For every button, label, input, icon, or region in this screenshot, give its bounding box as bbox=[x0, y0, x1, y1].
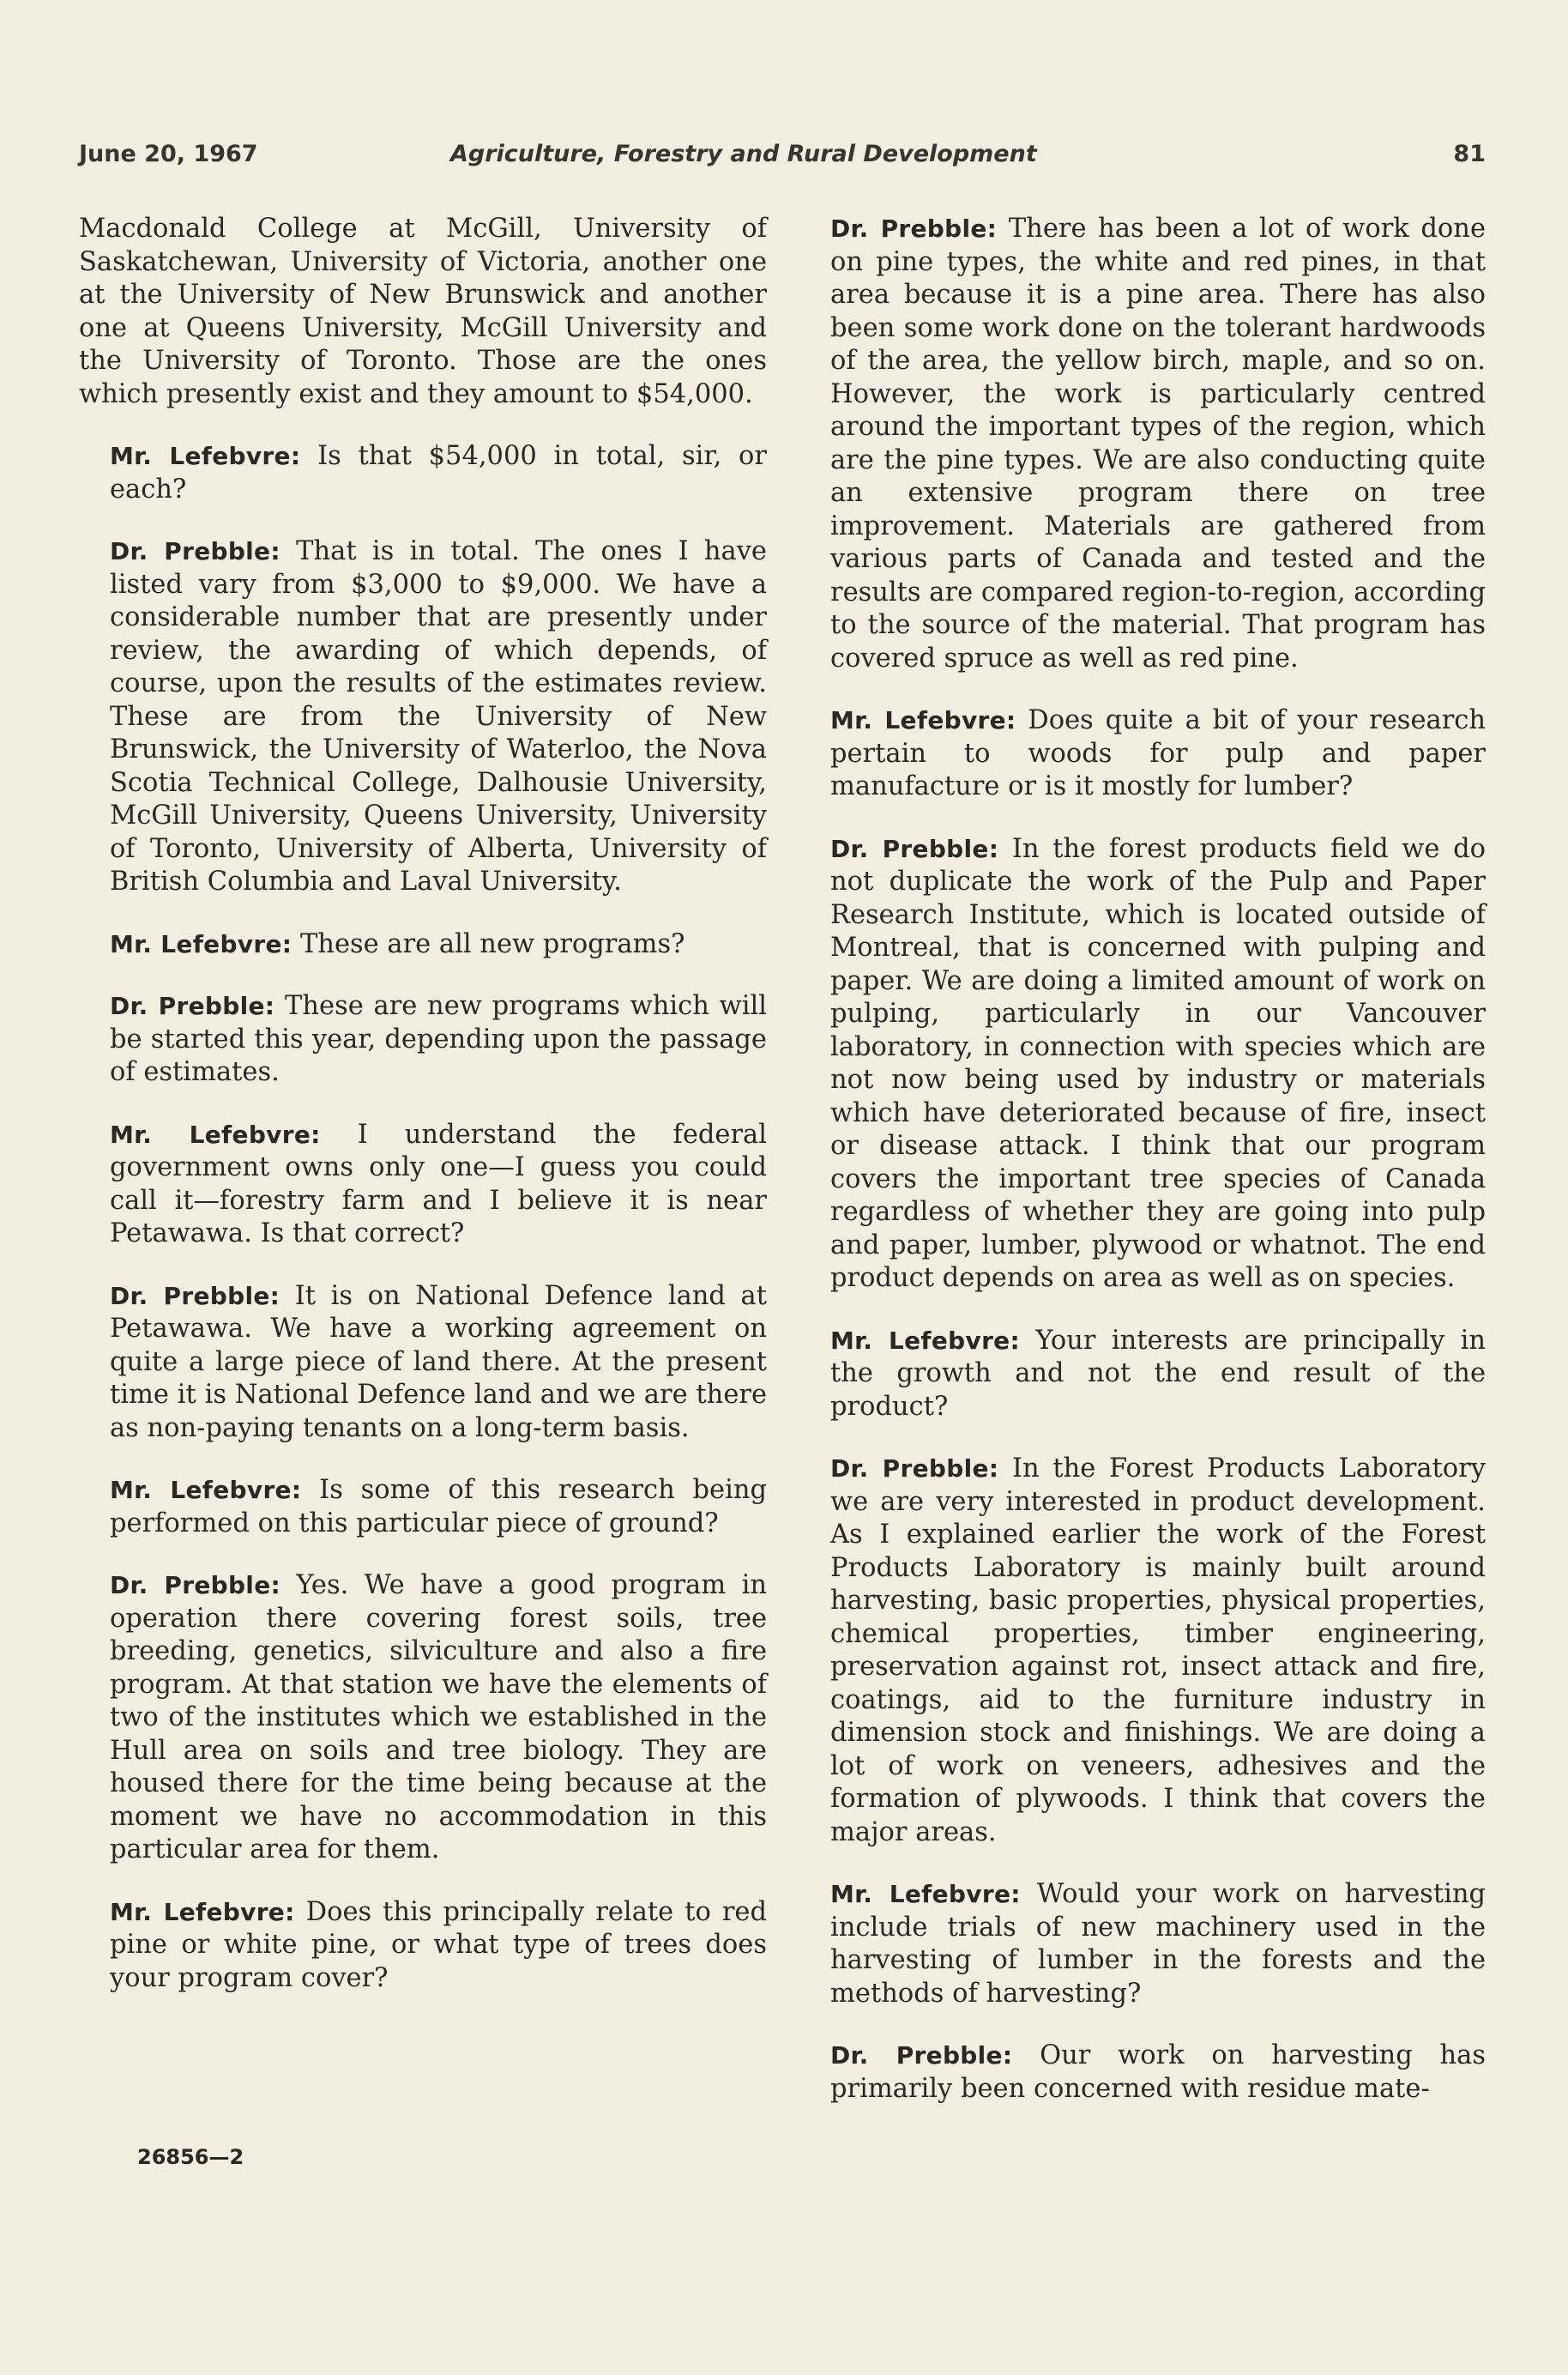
paragraph-text: These are new programs which will be started this year, depending upon the passage of estimates. bbox=[110, 991, 767, 1087]
paragraph-text: Macdonald College at McGill, University of Saskatchewan, University of Victoria, another one at the University of New Brunswick and another one at Queens University, McGill University and the University of Toronto. Those are the ones which presently exist and they amount to $54,000. bbox=[79, 214, 767, 409]
paragraph bbox=[799, 2040, 1486, 2106]
speaker-name: Mr. Lefebvre: bbox=[110, 1120, 321, 1149]
speaker-name: Dr. Prebble: bbox=[830, 215, 998, 243]
header-title: Agriculture, Forestry and Rural Development bbox=[450, 141, 1037, 167]
paragraph-text: That is in total. The ones I have listed vary from $3,000 to $9,000. We have a considerable number that are presently under review, the awarding of which depends, of course, upon the results of the estimates review. These are from the University of New Brunswick, the University of Waterloo, the Nova Scotia Technical College, Dalhousie University, McGill University, Queens University, University of Toronto, University of Alberta, University of British Columbia and Laval University. bbox=[110, 536, 767, 897]
speaker-name: Mr. Lefebvre: bbox=[110, 1897, 295, 1926]
paragraph-text: Does this principally relate to red pine or white pine, or what type of trees does your program cover? bbox=[110, 1896, 767, 1993]
speaker-name: Mr. Lefebvre: bbox=[830, 706, 1016, 734]
paragraph bbox=[799, 1453, 1486, 1849]
speaker-name: Dr. Prebble: bbox=[110, 1571, 280, 1599]
paragraph-text: I understand the federal government owns only one—I guess you could call it—forestry farm and I believe it is near Petawawa. Is that correct? bbox=[110, 1119, 767, 1248]
paragraph-text: In the forest products field we do not duplicate the work of the Pulp and Paper Research Institute, which is located outside of Montreal, that is concerned with pulping and paper. We are doing a limited amount of work on pulping, particularly in our Vancouver laboratory, in connection with species which are not now being used by industry or materials which have deteriorated because of fire, insect or disease attack. I think that our program covers the important tree species of Canada regardless of whether they are going into pulp and paper, lumber, plywood or whatnot. The end product depends on area as well as on species. bbox=[830, 833, 1486, 1293]
paragraph bbox=[79, 990, 767, 1090]
paragraph-text: These are all new programs? bbox=[299, 928, 685, 959]
paragraph-text: There has been a lot of work done on pine types, the white and red pines, in that area because it is a pine area. There has also been some work done on the tolerant hardwoods of the area, the yellow birch, maple, and so on. However, the work is particularly centred around the important types of the region, which are the pine types. We are also conducting quite an extensive program there on tree improvement. Materials are gathered from various parts of Canada and tested and the results are compared region-to-region, according to the source of the material. That program has covered spruce as well as red pine. bbox=[830, 214, 1486, 674]
paragraph-text: Our work on harvesting has primarily been concerned with residue mate- bbox=[830, 2040, 1486, 2104]
paragraph bbox=[799, 704, 1486, 804]
speaker-name: Mr. Lefebvre: bbox=[110, 442, 301, 470]
header-date: June 20, 1967 bbox=[79, 141, 258, 167]
speaker-name: Mr. Lefebvre: bbox=[110, 929, 292, 958]
paragraph-text: Does quite a bit of your research pertain to woods for pulp and paper manufacture or is it mostly for lumber? bbox=[830, 705, 1486, 801]
paragraph bbox=[799, 213, 1486, 675]
paragraph bbox=[79, 1896, 767, 1996]
paragraph-text: It is on National Defence land at Petawawa. We have a working agreement on quite a large piece of land there. At the present time it is National Defence land and we are there as non-paying tenants on a long-term basis. bbox=[110, 1280, 767, 1443]
paragraph-text: Yes. We have a good program in operation there covering forest soils, tree breeding, genetics, silviculture and also a fire program. At that station we have the elements of two of the institutes which we established in the Hull area on soils and tree biology. They are housed there for the time being because at the moment we have no accommodation in this particular area for them. bbox=[110, 1570, 767, 1864]
running-header bbox=[79, 136, 1486, 173]
speaker-name: Mr. Lefebvre: bbox=[830, 1326, 1020, 1355]
right-column bbox=[799, 213, 1486, 2135]
paragraph-text: Would your work on harvesting include trials of new machinery used in the harvesting of lumber in the forests and the methods of harvesting? bbox=[830, 1879, 1486, 2009]
paragraph bbox=[79, 1280, 767, 1446]
paragraph-text: Is some of this research being performed on this particular piece of ground? bbox=[110, 1475, 768, 1538]
paragraph bbox=[799, 1878, 1486, 2010]
paragraph bbox=[79, 535, 767, 899]
paragraph-text: Is that $54,000 in total, sir, or each? bbox=[110, 441, 767, 505]
speaker-name: Mr. Lefebvre: bbox=[110, 1476, 302, 1504]
signature-mark: 26856—2 bbox=[137, 2145, 244, 2169]
paragraph bbox=[79, 928, 767, 962]
speaker-name: Mr. Lefebvre: bbox=[830, 1880, 1021, 1908]
paragraph bbox=[799, 833, 1486, 1296]
speaker-name: Dr. Prebble: bbox=[830, 1454, 999, 1483]
speaker-name: Dr. Prebble: bbox=[110, 1281, 280, 1310]
paragraph bbox=[79, 1119, 767, 1251]
left-column bbox=[79, 213, 767, 2024]
paragraph bbox=[79, 213, 767, 411]
paragraph bbox=[79, 1474, 767, 1540]
paragraph-text: Your interests are principally in the growth and not the end result of the product? bbox=[830, 1325, 1487, 1422]
paragraph bbox=[79, 440, 767, 506]
paragraph bbox=[79, 1569, 767, 1867]
speaker-name: Dr. Prebble: bbox=[830, 834, 999, 863]
page-number: 81 bbox=[1453, 141, 1486, 167]
speaker-name: Dr. Prebble: bbox=[110, 537, 280, 565]
speaker-name: Dr. Prebble: bbox=[110, 992, 275, 1020]
paragraph bbox=[799, 1325, 1486, 1424]
speaker-name: Dr. Prebble: bbox=[830, 2041, 1013, 2070]
paragraph-text: In the Forest Products Laboratory we are very interested in product development. As I explained earlier the work of the Forest Products Laboratory is mainly built around harvesting, basic properties, physical properties, chemical properties, timber engineering, preservation against rot, insect attack and fire, coatings, aid to the furniture industry in dimension stock and finishings. We are doing a lot of work on veneers, adhesives and the formation of plywoods. I think that covers the major areas. bbox=[830, 1453, 1486, 1847]
